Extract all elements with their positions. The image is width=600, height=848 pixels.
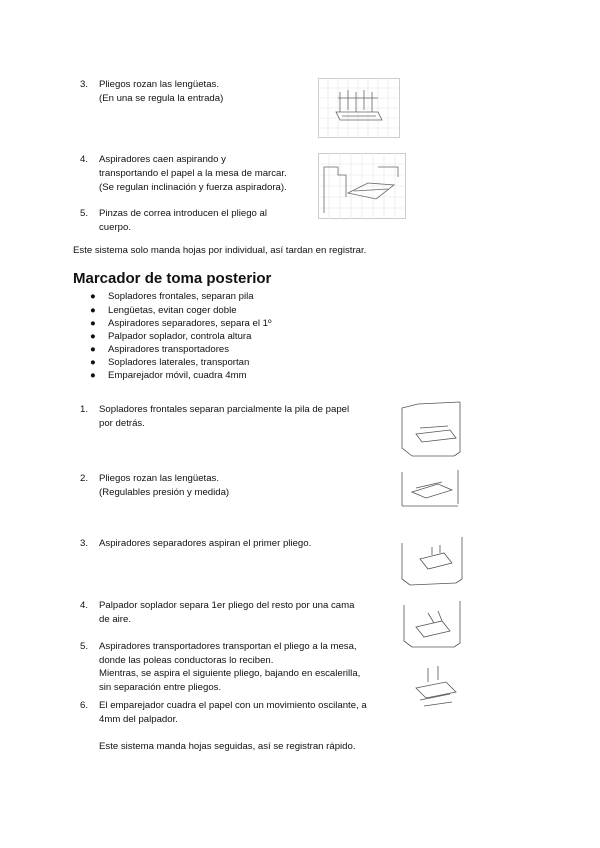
bullet-marker: ● bbox=[90, 305, 96, 316]
step-line: Aspiradores transportadores transportan el pliego a la mesa, bbox=[99, 641, 357, 652]
bullet-marker: ● bbox=[90, 291, 96, 302]
bullet-marker: ● bbox=[90, 370, 96, 381]
bullet-item bbox=[90, 290, 254, 303]
item-line: (Se regulan inclinación y fuerza aspiradora). bbox=[99, 182, 287, 193]
section-heading: Marcador de toma posterior bbox=[73, 270, 272, 287]
item-number: 4. bbox=[80, 154, 89, 165]
step-line: Palpador soplador separa 1er pliego del resto por una cama bbox=[99, 600, 355, 611]
bullet-item bbox=[90, 356, 249, 369]
bullet-marker: ● bbox=[90, 344, 96, 355]
step-line: (Regulables presión y medida) bbox=[99, 487, 230, 498]
system-note: Este sistema solo manda hojas por individual, así tardan en registrar. bbox=[73, 245, 367, 256]
bullet-item bbox=[90, 343, 229, 356]
sketch-figure-aspiradores bbox=[318, 153, 406, 219]
item-line: Pinzas de correa introducen el pliego al bbox=[99, 208, 267, 219]
sketch-figure-sopladores bbox=[398, 400, 468, 458]
step-line: El emparejador cuadra el papel con un movimiento oscilante, a bbox=[99, 700, 367, 711]
step-number: 1. bbox=[80, 404, 89, 415]
step-line: de aire. bbox=[99, 614, 131, 625]
item-number: 3. bbox=[80, 79, 89, 90]
item-line: Aspiradores caen aspirando y bbox=[99, 154, 226, 165]
step-number: 3. bbox=[80, 538, 89, 549]
item-line: (En una se regula la entrada) bbox=[99, 93, 224, 104]
item-line: cuerpo. bbox=[99, 222, 131, 233]
step-number: 2. bbox=[80, 473, 89, 484]
item-line: Pliegos rozan las lengüetas. bbox=[99, 79, 219, 90]
system-note: Este sistema manda hojas seguidas, así se registran rápido. bbox=[99, 741, 356, 752]
bullet-marker: ● bbox=[90, 357, 96, 368]
bullet-text: Aspiradores transportadores bbox=[108, 344, 230, 355]
item-line: transportando el papel a la mesa de marcar. bbox=[99, 168, 287, 179]
step-number: 5. bbox=[80, 641, 89, 652]
step-line: 4mm del palpador. bbox=[99, 714, 178, 725]
bullet-item bbox=[90, 304, 237, 317]
sketch-figure-lengüetas bbox=[318, 78, 400, 138]
step-line: Sopladores frontales separan parcialmente la pila de papel bbox=[99, 404, 350, 415]
step-line: Aspiradores separadores aspiran el primer pliego. bbox=[99, 538, 312, 549]
sketch-figure-transportadores bbox=[408, 662, 464, 712]
step-number: 6. bbox=[80, 700, 89, 711]
bullet-marker: ● bbox=[90, 318, 96, 329]
bullet-item bbox=[90, 369, 247, 382]
bullet-marker: ● bbox=[90, 331, 96, 342]
step-line: donde las poleas conductoras lo reciben. bbox=[99, 655, 274, 666]
item-number: 5. bbox=[80, 208, 89, 219]
step-line: Pliegos rozan las lengüetas. bbox=[99, 473, 219, 484]
bullet-item bbox=[90, 330, 251, 343]
step-line: sin separación entre pliegos. bbox=[99, 682, 222, 693]
bullet-text: Lengüetas, evitan coger doble bbox=[108, 305, 237, 316]
step-number: 4. bbox=[80, 600, 89, 611]
bullet-text: Aspiradores separadores, separa el 1º bbox=[108, 318, 272, 329]
sketch-figure-palpador bbox=[398, 597, 466, 653]
bullet-text: Palpador soplador, controla altura bbox=[108, 331, 252, 342]
step-line: por detrás. bbox=[99, 418, 145, 429]
bullet-text: Sopladores frontales, separan pila bbox=[108, 291, 254, 302]
bullet-item bbox=[90, 317, 272, 330]
step-line: Mientras, se aspira el siguiente pliego, bajando en escalerilla, bbox=[99, 668, 361, 679]
sketch-figure-lengüetas-posterior bbox=[398, 468, 464, 512]
bullet-text: Emparejador móvil, cuadra 4mm bbox=[108, 370, 247, 381]
bullet-text: Sopladores laterales, transportan bbox=[108, 357, 250, 368]
sketch-figure-aspiradores-separadores bbox=[398, 533, 468, 587]
